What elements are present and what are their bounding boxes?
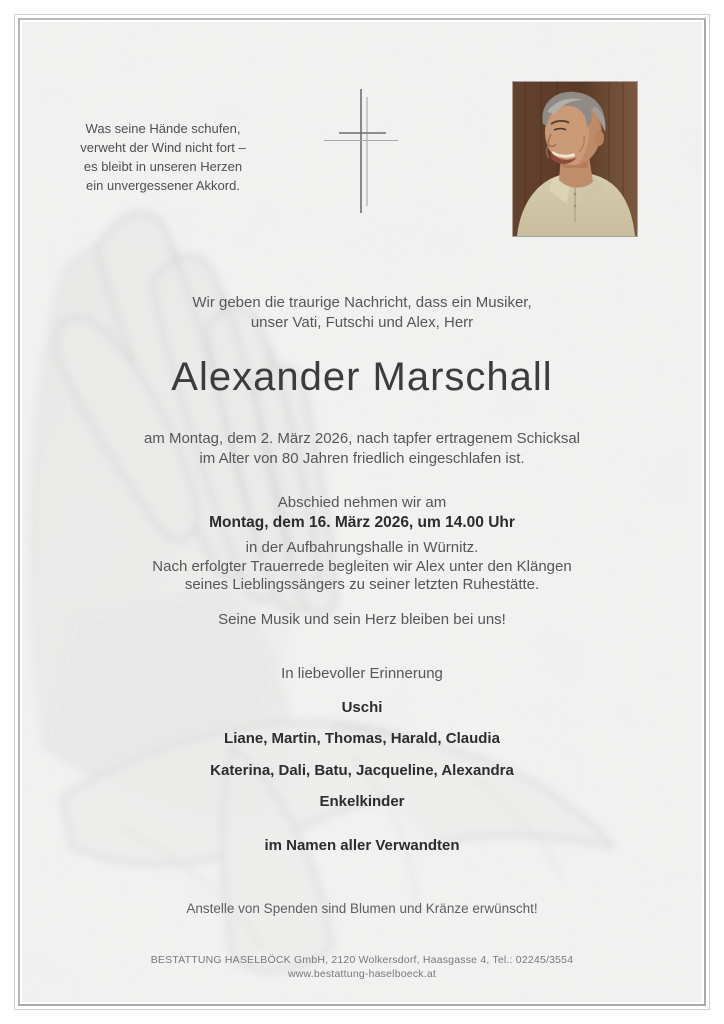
farewell-intro: Abschied nehmen wir am [277, 494, 447, 511]
funeral-home-address: BESTATTUNG HASELBÖCK GmbH, 2120 Wolkersdorf, Haasgasse 4, Tel.: 02245/3554 [150, 954, 574, 966]
poem-line: ein unvergessener Akkord. [86, 178, 240, 193]
mourner-line: Katerina, Dali, Batu, Jacqueline, Alexandra [210, 762, 514, 779]
farewell-venue-text [22, 539, 702, 595]
card-paper [22, 22, 702, 1002]
poem-line: es bleibt in unseren Herzen [83, 159, 243, 174]
announcement-text [22, 293, 702, 333]
death-info-text [22, 429, 702, 468]
venue-line: seines Lieblingssängers zu seiner letzten Ruhestätte. [184, 576, 540, 593]
poem-line: Was seine Hände schufen, [85, 121, 241, 136]
venue-line: Nach erfolgter Trauerrede begleiten wir Alex unter den Klängen [152, 557, 572, 575]
donations-note: Anstelle von Spenden sind Blumen und Kränze erwünscht! [186, 901, 538, 916]
poem-verse [58, 119, 268, 195]
funeral-home-website: www.bestattung-haselboeck.at [287, 968, 437, 980]
deceased-name: Alexander Marschall [171, 355, 553, 399]
poem-line: verweht der Wind nicht fort – [80, 140, 246, 155]
funeral-home-footer [22, 953, 702, 981]
death-info-line: im Alter von 80 Jahren friedlich eingeschlafen ist. [199, 449, 525, 467]
memorial-cross-icon [317, 87, 407, 219]
memorial-closing: im Namen aller Verwandten [264, 837, 460, 854]
memorial-intro: In liebevoller Erinnerung [281, 665, 443, 682]
announcement-line: unser Vati, Futschi und Alex, Herr [250, 314, 474, 331]
death-info-line: am Montag, dem 2. März 2026, nach tapfer ertragenem Schicksal [143, 430, 581, 447]
portrait-photo [512, 81, 638, 237]
announcement-line: Wir geben die traurige Nachricht, dass ein Musiker, [192, 294, 532, 311]
venue-line: in der Aufbahrungshalle in Würnitz. [245, 539, 479, 556]
farewell-datetime: Montag, dem 16. März 2026, um 14.00 Uhr [209, 514, 515, 531]
mourner-line: Uschi [341, 699, 383, 716]
closing-sentence: Seine Musik und sein Herz bleiben bei uns! [218, 611, 506, 628]
mourner-line: Liane, Martin, Thomas, Harald, Claudia [224, 730, 500, 747]
mourner-line: Enkelkinder [319, 793, 405, 810]
